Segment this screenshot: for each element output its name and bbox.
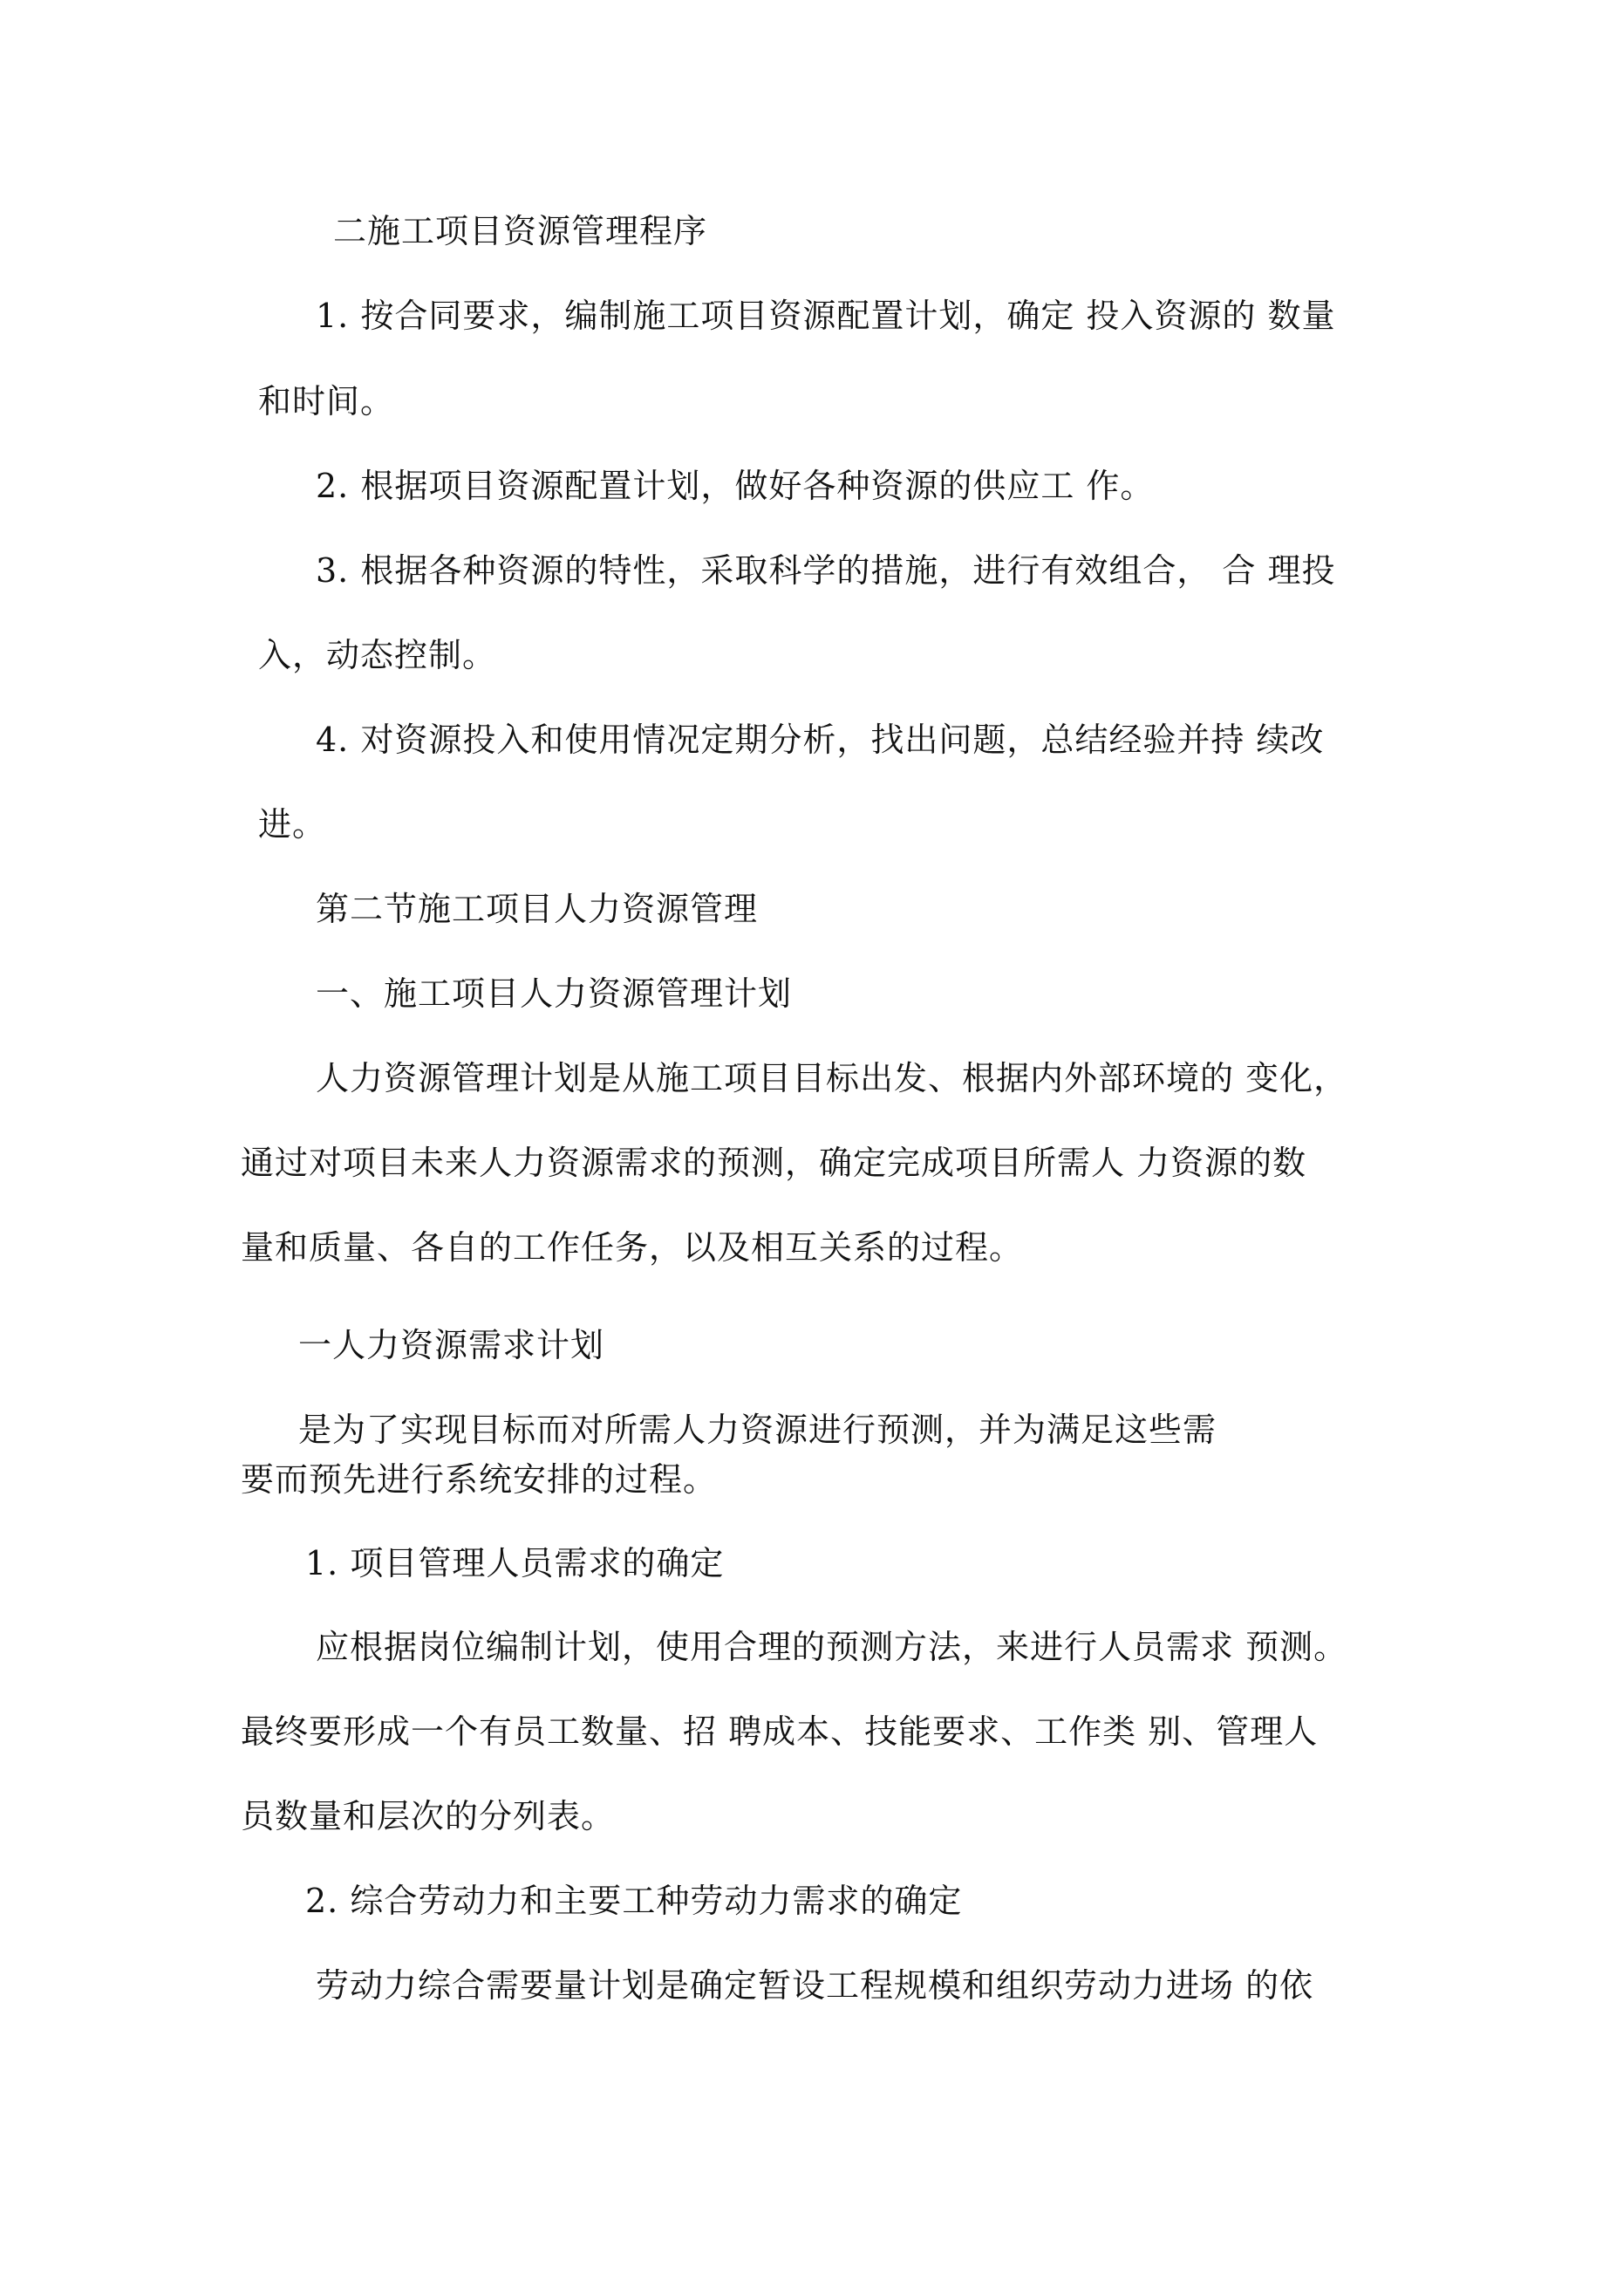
subsection-heading: 一人力资源需求计划 [298, 1326, 605, 1364]
paragraph-line: 进。 [258, 805, 327, 844]
list-item-heading: 1. 项目管理人员需求的确定 [305, 1544, 725, 1582]
subsection-heading: 一、施工项目人力资源管理计划 [316, 974, 793, 1013]
paragraph-line: 和时间。 [258, 382, 395, 420]
paragraph-line: 量和质量、各自的工作任务，以及相互关系的过程。 [241, 1228, 1024, 1267]
paragraph-line: 人力资源管理计划是从施工项目目标出发、根据内外部环境的 变化， [316, 1059, 1348, 1097]
paragraph-line: 劳动力综合需要量计划是确定暂设工程规模和组织劳动力进场 的依 [316, 1966, 1314, 2005]
section-heading-resource-procedure: 二施工项目资源管理程序 [333, 212, 708, 250]
paragraph-line: 是为了实现目标而对所需人力资源进行预测，并为满足这些需 [298, 1411, 1217, 1449]
paragraph-line: 通过对项目未来人力资源需求的预测，确定完成项目所需人 力资源的数 [241, 1144, 1307, 1182]
paragraph-line: 员数量和层次的分列表。 [241, 1797, 616, 1835]
paragraph-line: 3. 根据各种资源的特性，采取科学的措施，进行有效组合， 合 理投 [316, 551, 1336, 590]
paragraph-line: 要而预先进行系统安排的过程。 [241, 1460, 718, 1499]
paragraph-line: 入，动态控制。 [258, 636, 497, 674]
list-item-heading: 2. 综合劳动力和主要工种劳动力需求的确定 [305, 1882, 963, 1920]
paragraph-line: 应根据岗位编制计划，使用合理的预测方法，来进行人员需求 预测。 [316, 1628, 1348, 1666]
paragraph-line: 4. 对资源投入和使用情况定期分析，找出问题，总结经验并持 续改 [316, 721, 1325, 759]
section-heading-human-resource: 第二节施工项目人力资源管理 [316, 890, 759, 928]
paragraph-line: 最终要形成一个有员工数量、招 聘成本、技能要求、工作类 别、管理人 [241, 1712, 1319, 1751]
paragraph-line: 2. 根据项目资源配置计划，做好各种资源的供应工 作。 [316, 467, 1155, 505]
paragraph-line: 1. 按合同要求，编制施工项目资源配置计划，确定 投入资源的 数量 [316, 297, 1336, 335]
